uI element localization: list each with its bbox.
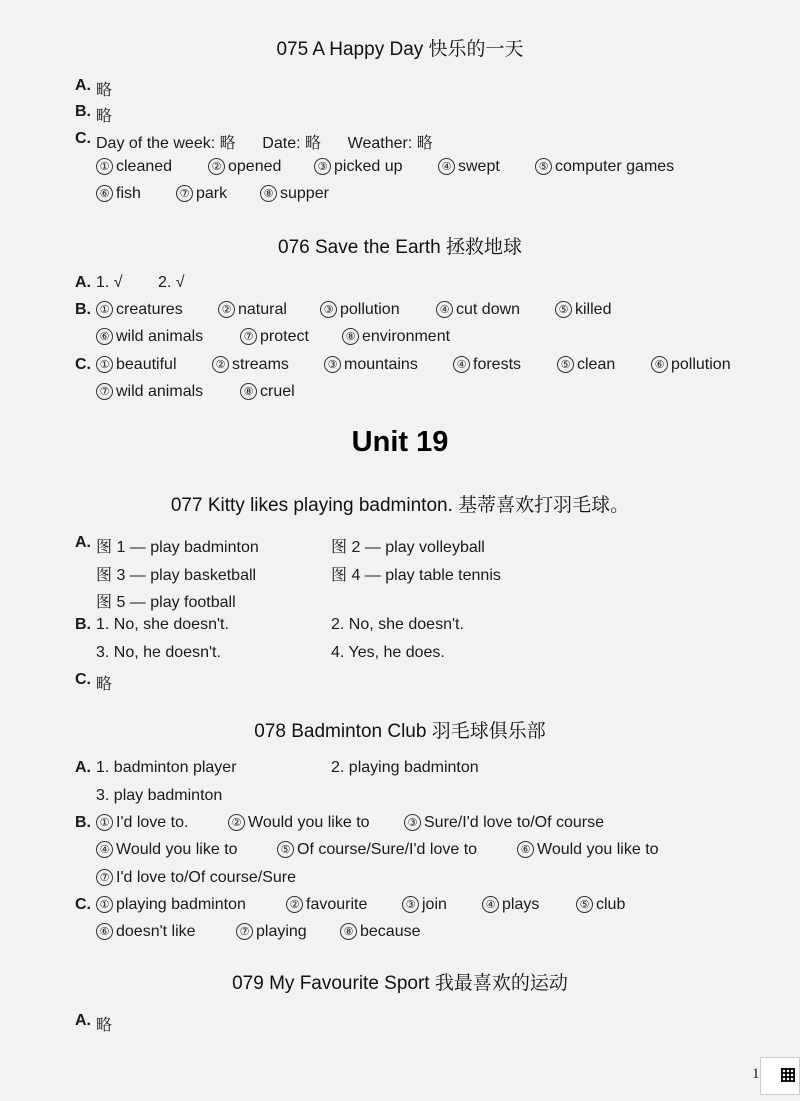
s076-a-answer-2: 2. √: [158, 274, 185, 291]
s076-b-item: ⑦ protect: [240, 328, 309, 346]
section-076-title: 076 Save the Earth 拯救地球: [278, 237, 522, 258]
s075-a-answer: 略: [96, 82, 113, 99]
s075-c-label: C.: [75, 130, 91, 147]
s077-a-pic: 图 5 — play football: [96, 594, 236, 611]
s077-b-answer: 4. Yes, he does.: [331, 644, 445, 661]
s077-c-answer: 略: [96, 676, 113, 693]
s078-c-item: ② favourite: [286, 896, 367, 914]
s076-c-item: ⑤ clean: [557, 356, 615, 374]
s075-b-label: B.: [75, 103, 91, 120]
s078-b-item: ④ Would you like to: [96, 841, 238, 859]
s076-c-item: ④ forests: [453, 356, 521, 374]
s078-b-item: ② Would you like to: [228, 814, 370, 832]
s078-a-answer: 3. play badminton: [96, 787, 223, 804]
s078-a-answer: 1. badminton player: [96, 759, 237, 776]
section-078-title: 078 Badminton Club 羽毛球俱乐部: [254, 721, 546, 742]
s075-item: ⑧ supper: [260, 185, 329, 203]
s078-b-item: ⑤ Of course/Sure/I'd love to: [277, 841, 477, 859]
s076-b-item: ② natural: [218, 301, 287, 319]
s076-c-item: ② streams: [212, 356, 289, 374]
s076-b-item: ⑤ killed: [555, 301, 611, 319]
s075-item: ① cleaned: [96, 158, 172, 176]
s078-b-item: ③ Sure/I'd love to/Of course: [404, 814, 604, 832]
s078-b-item: ⑦ I'd love to/Of course/Sure: [96, 869, 296, 887]
s077-a-pic: 图 3 — play basketball: [96, 567, 257, 584]
s076-b-item: ③ pollution: [320, 301, 400, 319]
s077-a-label: A.: [75, 534, 91, 551]
s078-c-item: ⑦ playing: [236, 923, 307, 941]
s077-a-pic: 图 4 — play table tennis: [331, 567, 501, 584]
s078-b-item: ⑥ Would you like to: [517, 841, 659, 859]
s077-a-pic: 图 2 — play volleyball: [331, 539, 485, 556]
s075-item: ④ swept: [438, 158, 500, 176]
s078-b-item: ① I'd love to.: [96, 814, 188, 832]
s076-c-item: ⑧ cruel: [240, 383, 295, 401]
s079-a-label: A.: [75, 1012, 91, 1029]
s075-c-header: Day of the week: 略 Date: 略 Weather: 略: [96, 135, 433, 152]
page-number: 1: [752, 1066, 760, 1082]
s077-a-pic: 图 1 — play badminton: [96, 539, 259, 556]
s076-b-label: B.: [75, 301, 91, 318]
s077-b-answer: 1. No, she doesn't.: [96, 616, 229, 633]
s078-c-item: ① playing badminton: [96, 896, 246, 914]
s078-c-label: C.: [75, 896, 91, 913]
s076-c-item: ① beautiful: [96, 356, 177, 374]
s075-item: ⑦ park: [176, 185, 227, 203]
s076-c-item: ⑦ wild animals: [96, 383, 203, 401]
s075-a-label: A.: [75, 77, 91, 94]
s075-b-answer: 略: [96, 108, 113, 125]
s078-c-item: ⑤ club: [576, 896, 625, 914]
section-077-title: 077 Kitty likes playing badminton. 基蒂喜欢打羽毛球。: [170, 495, 630, 516]
s075-item: ⑤ computer games: [535, 158, 674, 176]
s077-b-answer: 2. No, she doesn't.: [331, 616, 464, 633]
s077-c-label: C.: [75, 671, 91, 688]
section-075-title: 075 A Happy Day 快乐的一天: [276, 39, 524, 60]
s078-b-label: B.: [75, 814, 91, 831]
s078-c-item: ④ plays: [482, 896, 539, 914]
s078-c-item: ⑥ doesn't like: [96, 923, 196, 941]
s077-b-answer: 3. No, he doesn't.: [96, 644, 221, 661]
s077-b-label: B.: [75, 616, 91, 633]
s078-a-label: A.: [75, 759, 91, 776]
qr-code-icon: [760, 1057, 800, 1095]
s076-a-answer-1: 1. √: [96, 274, 123, 291]
s075-item: ⑥ fish: [96, 185, 141, 203]
s075-item: ② opened: [208, 158, 281, 176]
s076-a-label: A.: [75, 274, 91, 291]
unit-title: Unit 19: [351, 426, 449, 458]
s075-item: ③ picked up: [314, 158, 403, 176]
s078-a-answer: 2. playing badminton: [331, 759, 479, 776]
s078-c-item: ③ join: [402, 896, 447, 914]
s076-c-item: ③ mountains: [324, 356, 418, 374]
s076-c-item: ⑥ pollution: [651, 356, 731, 374]
s079-a-answer: 略: [96, 1017, 113, 1034]
s076-b-item: ① creatures: [96, 301, 183, 319]
s076-b-item: ④ cut down: [436, 301, 520, 319]
s078-c-item: ⑧ because: [340, 923, 421, 941]
s076-c-label: C.: [75, 356, 91, 373]
section-079-title: 079 My Favourite Sport 我最喜欢的运动: [232, 973, 568, 994]
s076-b-item: ⑥ wild animals: [96, 328, 203, 346]
s076-b-item: ⑧ environment: [342, 328, 450, 346]
